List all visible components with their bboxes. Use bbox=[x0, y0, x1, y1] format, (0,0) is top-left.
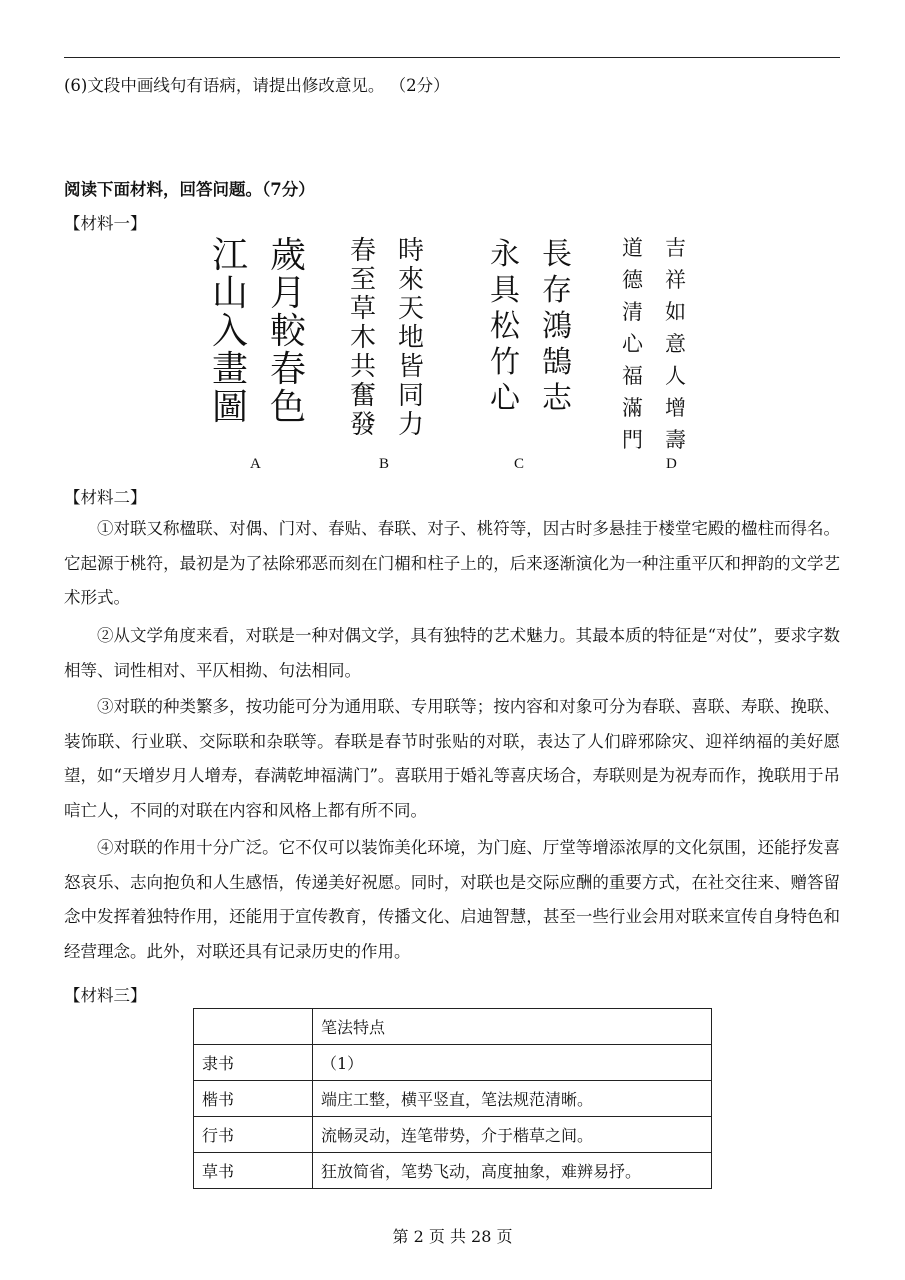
calligraphy-char: 較 bbox=[270, 311, 307, 352]
calligraphy-char: 同 bbox=[398, 381, 425, 411]
calligraphy-c bbox=[490, 238, 572, 418]
calligraphy-char: 增 bbox=[665, 396, 686, 420]
calligraphy-char: 德 bbox=[622, 268, 643, 292]
material3-label: 【材料三】 bbox=[64, 986, 147, 1005]
calligraphy-char: 力 bbox=[398, 410, 425, 440]
calligraphy-b-left bbox=[350, 238, 376, 441]
table-cell: 楷书 bbox=[194, 1081, 313, 1117]
calligraphy-char: 心 bbox=[622, 332, 643, 356]
calligraphy-char: 心 bbox=[490, 381, 520, 416]
table-cell: 隶书 bbox=[194, 1045, 313, 1081]
calligraphy-char: 長 bbox=[542, 237, 572, 272]
calligraphy-char: 時 bbox=[398, 236, 425, 266]
table-row bbox=[194, 1117, 712, 1153]
table-cell: 狂放简省，笔势飞动，高度抽象，难辨易抒。 bbox=[313, 1153, 712, 1189]
table-cell: 端庄工整，横平竖直，笔法规范清晰。 bbox=[313, 1081, 712, 1117]
table-cell: 流畅灵动，连笔带势，介于楷草之间。 bbox=[313, 1117, 712, 1153]
calligraphy-char: 意 bbox=[665, 332, 686, 356]
calligraphy-char: 入 bbox=[212, 311, 249, 352]
caption-c: C bbox=[514, 456, 525, 472]
table-header-cell: 笔法特点 bbox=[313, 1009, 712, 1045]
table-row bbox=[194, 1045, 712, 1081]
calligraphy-char: 至 bbox=[350, 265, 377, 295]
calligraphy-char: 鴻 bbox=[542, 309, 572, 344]
page-footer: 第 2 页 共 28 页 bbox=[392, 1227, 513, 1246]
calligraphy-char: 共 bbox=[350, 352, 377, 382]
calligraphy-char: 圖 bbox=[212, 387, 249, 428]
material2-label: 【材料二】 bbox=[64, 488, 147, 507]
calligraphy-char: 奮 bbox=[350, 381, 377, 411]
calligraphy-char: 月 bbox=[270, 273, 307, 314]
table-cell: 草书 bbox=[194, 1153, 313, 1189]
paragraph-3: ③对联的种类繁多，按功能可分为通用联、专用联等；按内容和对象可分为春联、喜联、寿联、挽联、装饰联、行业联、交际联和杂联等。春联是春节时张贴的对联，表达了人们辟邪除灾、迎祥纳福的美好愿望，如“天增岁月人增寿，春满乾坤福满门”。喜联用于婚礼等喜庆场合，寿联则是为祝寿而作，挽联用于吊唁亡人，不同的对联在内容和风格上都有所不同。 bbox=[64, 697, 840, 820]
calligraphy-char: 清 bbox=[622, 300, 643, 324]
calligraphy-char: 具 bbox=[490, 273, 520, 308]
calligraphy-char: 地 bbox=[398, 323, 425, 353]
calligraphy-char: 祥 bbox=[665, 268, 686, 292]
calligraphy-char: 滿 bbox=[622, 396, 643, 420]
calligraphy-b-right bbox=[398, 238, 424, 441]
calligraphy-char: 福 bbox=[622, 364, 643, 388]
calligraphy-b bbox=[350, 238, 424, 441]
section-heading: 阅读下面材料，回答问题。（7分） bbox=[64, 180, 315, 199]
brushwork-table bbox=[193, 1008, 712, 1189]
question-6: (6)文段中画线句有语病，请提出修改意见。 （2分） bbox=[64, 76, 450, 95]
caption-a: A bbox=[250, 456, 261, 472]
calligraphy-char: 人 bbox=[665, 364, 686, 388]
table-header-cell bbox=[194, 1009, 313, 1045]
paragraph-4: ④对联的作用十分广泛。它不仅可以装饰美化环境，为门庭、厅堂等增添浓厚的文化氛围，还能抒发喜怒哀乐、志向抱负和人生感悟，传递美好祝愿。同时，对联也是交际应酬的重要方式，在社交往来、赠答留念中发挥着独特作用，还能用于宣传教育，传播文化、启迪智慧，甚至一些行业会用对联来宣传自身特色和经营理念。此外，对联还具有记录历史的作用。 bbox=[64, 838, 840, 961]
calligraphy-char: 門 bbox=[622, 428, 643, 452]
calligraphy-char: 江 bbox=[212, 235, 249, 276]
calligraphy-char: 道 bbox=[622, 236, 643, 260]
calligraphy-c-left bbox=[490, 238, 520, 418]
calligraphy-char: 木 bbox=[350, 323, 377, 353]
calligraphy-char: 天 bbox=[398, 294, 425, 324]
calligraphy-char: 志 bbox=[542, 381, 572, 416]
calligraphy-char: 吉 bbox=[665, 236, 686, 260]
caption-d: D bbox=[666, 456, 677, 472]
calligraphy-char: 春 bbox=[350, 236, 377, 266]
calligraphy-d-right bbox=[665, 238, 686, 462]
calligraphy-char: 發 bbox=[350, 410, 377, 440]
calligraphy-c-right bbox=[542, 238, 572, 418]
calligraphy-char: 松 bbox=[490, 309, 520, 344]
material1-label: 【材料一】 bbox=[64, 214, 147, 233]
calligraphy-char: 春 bbox=[270, 349, 307, 390]
calligraphy-char: 草 bbox=[350, 294, 377, 324]
table-row bbox=[194, 1081, 712, 1117]
calligraphy-char: 畫 bbox=[212, 349, 249, 390]
calligraphy-char: 存 bbox=[542, 273, 572, 308]
calligraphy-a bbox=[212, 235, 307, 428]
calligraphy-char: 歲 bbox=[270, 235, 307, 276]
calligraphy-char: 皆 bbox=[398, 352, 425, 382]
table-header-row bbox=[194, 1009, 712, 1045]
top-rule bbox=[64, 57, 840, 58]
calligraphy-char: 鵠 bbox=[542, 345, 572, 380]
calligraphy-d-left bbox=[622, 238, 643, 462]
calligraphy-char: 色 bbox=[270, 387, 307, 428]
calligraphy-char: 永 bbox=[490, 237, 520, 272]
calligraphy-char: 如 bbox=[665, 300, 686, 324]
calligraphy-char: 來 bbox=[398, 265, 425, 295]
calligraphy-char: 竹 bbox=[490, 345, 520, 380]
table-row bbox=[194, 1153, 712, 1189]
table-cell: 行书 bbox=[194, 1117, 313, 1153]
paragraph-2: ②从文学角度来看，对联是一种对偶文学，具有独特的艺术魅力。其最本质的特征是“对仗”，要求字数相等、词性相对、平仄相拗、句法相同。 bbox=[64, 626, 840, 680]
calligraphy-char: 山 bbox=[212, 273, 249, 314]
calligraphy-a-right bbox=[270, 235, 307, 428]
paragraph-1: ①对联又称楹联、对偶、门对、春贴、春联、对子、桃符等，因古时多悬挂于楼堂宅殿的楹柱而得名。它起源于桃符，最初是为了祛除邪恶而刻在门楣和柱子上的，后来逐渐演化为一种注重平仄和押韵的文学艺术形式。 bbox=[64, 519, 840, 607]
table-cell: （1） bbox=[313, 1045, 712, 1081]
caption-b: B bbox=[379, 456, 390, 472]
calligraphy-char: 壽 bbox=[665, 428, 686, 452]
calligraphy-d bbox=[622, 238, 686, 462]
calligraphy-a-left bbox=[212, 235, 249, 428]
